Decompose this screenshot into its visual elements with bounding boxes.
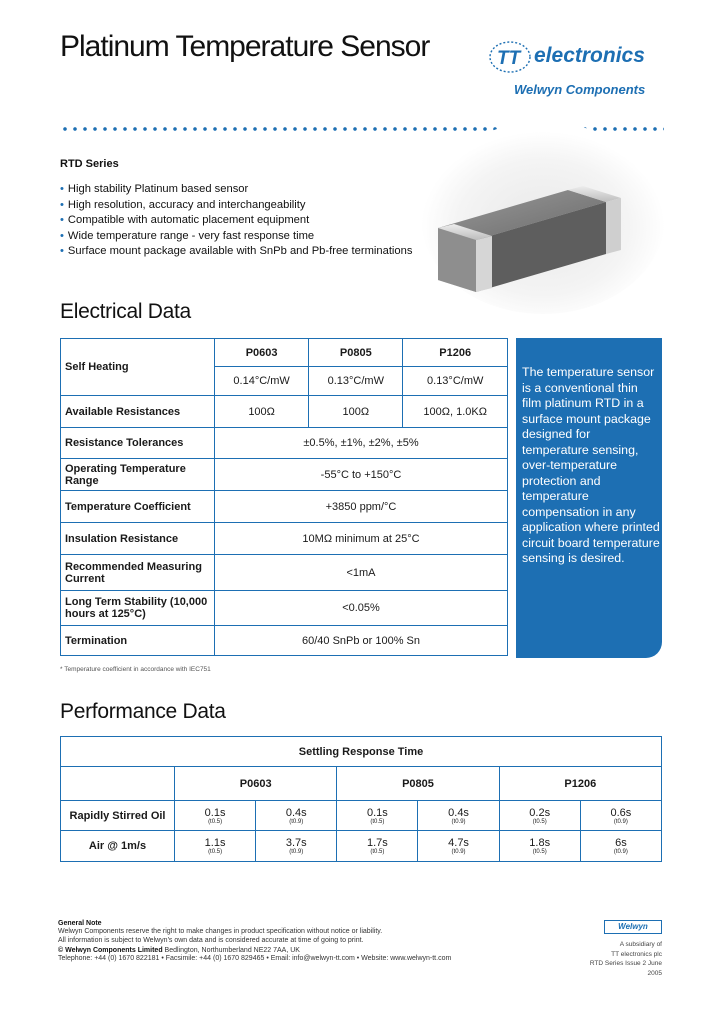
table-row-label: Termination [61,626,215,656]
smd-resistor-image [418,118,668,318]
company-name: © Welwyn Components Limited [58,946,163,954]
table-caption: Settling Response Time [61,737,662,767]
table-cell: -55°C to +150°C [215,459,508,491]
general-note [58,920,558,963]
feature-item: • High resolution, accuracy and interchangeability [60,198,306,211]
table-row-label: Rapidly Stirred Oil [61,801,175,831]
model-header: P1206 [403,339,508,367]
table-cell: 0.4s (t0.9) [418,801,499,831]
company-address: Bedlington, Northumberland NE22 7AA, UK [164,946,300,954]
table-cell: 0.13°C/mW [403,367,508,396]
table-cell: 6s (t0.9) [580,831,661,862]
feature-item: • Surface mount package available with SnPb and Pb-free terminations [60,245,413,257]
svg-text:TT: TT [497,48,521,69]
table-cell: 1.7s (t0.5) [337,831,418,862]
table-cell: 0.1s (t0.5) [337,801,418,831]
model-header: P0805 [309,339,403,367]
page-title: Platinum Temperature Sensor [60,30,430,63]
table-cell: +3850 ppm/°C [215,491,508,523]
table-cell: 100Ω [215,396,309,428]
table-row-label: Long Term Stability (10,000 hours at 125°C) [61,591,215,626]
general-note-line: Welwyn Components reserve the right to make changes in product specification without notice or liability. [58,928,383,936]
footer-line: RTD Series Issue 2 June 2005 [589,960,662,977]
table-cell: <1mA [215,555,508,591]
series-label: RTD Series [60,158,119,170]
general-note-heading: General Note [58,920,102,927]
feature-list [60,182,412,260]
tt-logo-icon [488,40,532,74]
table-cell: 0.2s (t0.5) [499,801,580,831]
footer-line: A subsidiary of [619,941,662,948]
table-cell: 0.13°C/mW [309,367,403,396]
performance-data-heading: Performance Data [60,700,226,723]
table-cell: 0.6s (t0.9) [580,801,661,831]
footnote: * Temperature coefficient in accordance with IEC751 [60,666,211,673]
table-cell: <0.05% [215,591,508,626]
feature-item: • High stability Platinum based sensor [60,183,249,195]
table-row-label: Temperature Coefficient [61,491,215,523]
performance-data-table [60,736,662,862]
table-row-label: Available Resistances [61,396,215,428]
table-cell: 60/40 SnPb or 100% Sn [215,626,508,656]
table-row-label: Resistance Tolerances [61,428,215,459]
model-header: P0603 [175,767,337,801]
logo-subtitle: Welwyn Components [514,82,646,97]
footer-line: TT electronics plc [611,950,662,958]
table-cell: 4.7s (t0.9) [418,831,499,862]
table-row-label: Self Heating [61,339,215,396]
model-header: P1206 [499,767,661,801]
table-cell: ±0.5%, ±1%, ±2%, ±5% [215,428,508,459]
table-cell: 3.7s (t0.9) [256,831,337,862]
table-cell: 100Ω [309,396,403,428]
table-row-label: Operating Temperature Range [61,459,215,491]
empty-cell [61,767,175,801]
table-row-label: Insulation Resistance [61,523,215,555]
feature-item: • Wide temperature range - very fast response time [60,229,315,242]
general-note-line: All information is subject to Welwyn's own data and is considered accurate at time of going to print. [58,936,364,944]
electrical-data-table [60,338,508,656]
model-header: P0805 [337,767,499,801]
table-cell: 1.8s (t0.5) [499,831,580,862]
welwyn-logo: Welwyn [604,920,662,934]
feature-item: • Compatible with automatic placement equipment [60,214,310,226]
logo-wordmark: electronics [534,44,645,67]
tt-electronics-logo [488,34,668,104]
table-row-label: Recommended Measuring Current [61,555,215,591]
table-cell: 100Ω, 1.0KΩ [403,396,508,428]
footer-info [576,940,662,978]
table-cell: 0.14°C/mW [215,367,309,396]
table-cell: 10MΩ minimum at 25°C [215,523,508,555]
model-header: P0603 [215,339,309,367]
table-row-label: Air @ 1m/s [61,831,175,862]
electrical-data-heading: Electrical Data [60,300,191,323]
table-cell: 1.1s (t0.5) [175,831,256,862]
table-cell: 0.4s (t0.9) [256,801,337,831]
table-cell: 0.1s (t0.5) [175,801,256,831]
contact-line: Telephone: +44 (0) 1670 822181 • Facsimile: +44 (0) 1670 829465 • Email: info@welwyn-tt.com • Website: www.welwyn-tt.com [58,955,452,963]
description-text: The temperature sensor is a conventional thin film platinum RTD in a surface mount package designed for temperature sensing, over-temperature protection and temperature compensation in any application where printed circuit board temperature sensing is desired. [522,365,660,565]
